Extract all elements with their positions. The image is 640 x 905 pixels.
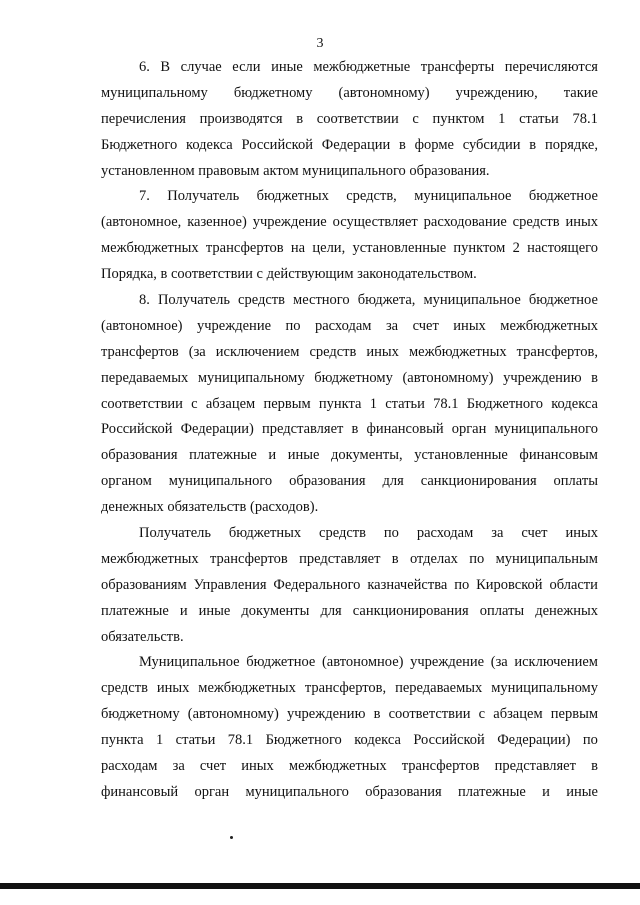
word: представляет bbox=[494, 758, 576, 775]
word: 1 bbox=[155, 732, 164, 749]
text-line bbox=[101, 417, 598, 443]
word: платежные bbox=[189, 447, 257, 464]
text-line bbox=[101, 702, 598, 728]
word: трансферты bbox=[420, 59, 495, 75]
word: по bbox=[285, 317, 301, 334]
word: 78.1 bbox=[433, 395, 459, 412]
word: в bbox=[296, 110, 304, 127]
word: орган bbox=[451, 421, 487, 438]
word: статьи bbox=[385, 395, 425, 412]
word: по bbox=[469, 550, 485, 567]
word: форме bbox=[414, 136, 454, 153]
word: образования bbox=[289, 473, 366, 490]
word: если bbox=[232, 59, 261, 75]
text-line bbox=[101, 780, 598, 806]
word: муниципальному bbox=[491, 680, 598, 697]
word: трансфертов, bbox=[516, 343, 598, 360]
word: иные bbox=[198, 602, 231, 619]
word: средств bbox=[101, 680, 148, 697]
word: 78.1 bbox=[227, 732, 254, 749]
word: 1 bbox=[498, 110, 506, 127]
paragraph-8 bbox=[101, 288, 598, 521]
word: с bbox=[191, 395, 198, 412]
word: межбюджетных bbox=[101, 240, 199, 257]
word: муниципальное bbox=[423, 292, 521, 309]
text-line bbox=[101, 650, 598, 676]
word: в bbox=[529, 136, 537, 153]
text-line bbox=[101, 469, 598, 495]
word: статьи bbox=[519, 110, 559, 127]
word: Получатель bbox=[139, 525, 211, 542]
word: (автономное, bbox=[101, 214, 182, 231]
word: муниципальным bbox=[495, 550, 598, 567]
word: первым bbox=[263, 395, 311, 412]
stray-dot-mark bbox=[230, 836, 233, 839]
word: абзацем bbox=[205, 395, 256, 412]
word: бюджетное bbox=[528, 292, 598, 309]
word: в bbox=[391, 550, 399, 567]
word: в bbox=[399, 136, 406, 153]
word: межбюджетных bbox=[500, 317, 598, 334]
word: порядке, bbox=[544, 136, 598, 153]
word: в bbox=[591, 369, 598, 386]
word: учреждение bbox=[197, 317, 272, 334]
word: (за bbox=[188, 343, 206, 360]
word: расходам bbox=[416, 525, 474, 542]
word: осуществляет bbox=[332, 214, 418, 231]
word: образования bbox=[101, 447, 178, 464]
word: казенное) bbox=[187, 214, 247, 231]
text-line bbox=[101, 754, 598, 780]
word: статьи bbox=[175, 732, 216, 749]
word: и bbox=[542, 783, 550, 800]
word: субсидии bbox=[462, 136, 521, 153]
word: 1 bbox=[369, 395, 377, 412]
word: (за bbox=[490, 654, 508, 671]
word: документы, bbox=[331, 447, 403, 464]
word: исключением bbox=[215, 343, 300, 360]
word: и bbox=[179, 602, 188, 619]
word: установленные bbox=[352, 240, 447, 257]
word: образованиям bbox=[101, 576, 187, 593]
word: пункта bbox=[318, 395, 362, 412]
word: в bbox=[591, 758, 598, 775]
word: (автономному) bbox=[187, 706, 279, 723]
word: перечисления bbox=[101, 110, 186, 127]
word: иные bbox=[566, 783, 598, 800]
word: учреждению bbox=[503, 369, 582, 386]
word: трансфертов, bbox=[304, 680, 387, 697]
word: пунктом bbox=[432, 110, 485, 127]
word: кодекса bbox=[551, 395, 598, 412]
text-line bbox=[101, 443, 598, 469]
text-line bbox=[101, 676, 598, 702]
word: для bbox=[382, 473, 404, 490]
word: трансфертов bbox=[401, 758, 480, 775]
word: средств bbox=[512, 214, 560, 231]
word: межбюджетных bbox=[101, 550, 199, 567]
word: по bbox=[582, 732, 598, 749]
word: Муниципальное bbox=[139, 654, 240, 671]
word: настоящего bbox=[527, 240, 598, 257]
word: муниципального bbox=[494, 421, 598, 438]
word: оплаты bbox=[479, 602, 525, 619]
word: исключением bbox=[514, 654, 598, 671]
word: соответствии bbox=[101, 395, 183, 412]
word: счет bbox=[199, 758, 227, 775]
word: иных bbox=[453, 317, 486, 334]
paragraph-institution bbox=[101, 650, 598, 805]
word: межбюджетных bbox=[198, 680, 296, 697]
word: муниципальному bbox=[101, 84, 208, 101]
word: Бюджетного bbox=[466, 395, 544, 412]
text-line bbox=[101, 366, 598, 392]
word: первым bbox=[550, 706, 598, 723]
text-line bbox=[101, 314, 598, 340]
paragraph-6 bbox=[101, 55, 598, 184]
word: Бюджетного bbox=[101, 136, 178, 153]
word: органом bbox=[101, 473, 152, 490]
word: в bbox=[351, 421, 359, 438]
word: Федерального bbox=[273, 576, 361, 593]
word: бюджетных bbox=[256, 188, 329, 205]
word: местного bbox=[293, 292, 350, 309]
word: В bbox=[160, 59, 171, 75]
word: на bbox=[290, 240, 306, 257]
text-line bbox=[101, 599, 598, 625]
word: межбюджетных bbox=[288, 758, 387, 775]
word: расходование bbox=[423, 214, 507, 231]
word: производятся bbox=[199, 110, 283, 127]
text-line bbox=[101, 184, 598, 210]
word: финансовый bbox=[101, 783, 179, 800]
word: кодекса bbox=[354, 732, 401, 749]
word: бюджетному bbox=[233, 84, 313, 101]
word: с bbox=[478, 706, 486, 723]
word: Российской bbox=[241, 136, 313, 153]
word: Российской bbox=[413, 732, 485, 749]
word: представляет bbox=[299, 550, 381, 567]
word: расходам bbox=[101, 758, 158, 775]
word: Федерации) bbox=[497, 732, 571, 749]
text-line bbox=[101, 236, 598, 262]
word: в bbox=[373, 706, 381, 723]
word: бюджетное bbox=[246, 654, 316, 671]
word: казначейства bbox=[367, 576, 448, 593]
text-line: установленном правовым актом муниципального образования. bbox=[101, 162, 490, 179]
word: пунктом bbox=[453, 240, 506, 257]
word: денежных bbox=[535, 602, 598, 619]
word: иных bbox=[565, 525, 598, 542]
word: трансфертов bbox=[210, 550, 288, 567]
word: с bbox=[412, 110, 419, 127]
word: иных bbox=[565, 214, 598, 231]
text-line bbox=[101, 55, 598, 81]
word: иные bbox=[287, 447, 320, 464]
word: за bbox=[491, 525, 504, 542]
text-line bbox=[101, 210, 598, 236]
word: бюджетному bbox=[314, 369, 393, 386]
word: пункта bbox=[101, 732, 144, 749]
word: 8. bbox=[139, 292, 150, 309]
word: образования bbox=[365, 783, 442, 800]
text-line: денежных обязательств (расходов). bbox=[101, 499, 319, 516]
word: орган bbox=[194, 783, 230, 800]
word: трансфертов bbox=[205, 240, 284, 257]
text-line bbox=[101, 728, 598, 754]
word: финансовый bbox=[366, 421, 444, 438]
word: случае bbox=[180, 59, 222, 75]
word: иные bbox=[271, 59, 303, 75]
word: установленные bbox=[414, 447, 508, 464]
text-line bbox=[101, 340, 598, 366]
word: иных bbox=[366, 343, 399, 360]
word: 7. bbox=[139, 188, 150, 205]
word: по bbox=[454, 576, 470, 593]
text-line bbox=[101, 107, 598, 133]
word: межбюджетных bbox=[408, 343, 507, 360]
scan-border-bar bbox=[0, 883, 640, 889]
word: средств, bbox=[346, 188, 397, 205]
word: соответствии bbox=[388, 706, 471, 723]
word: 2 bbox=[512, 240, 520, 257]
word: кодекса bbox=[186, 136, 233, 153]
word: передаваемых bbox=[101, 369, 189, 386]
word: бюджетных bbox=[228, 525, 302, 542]
word: бюджетному bbox=[101, 706, 180, 723]
word: за bbox=[172, 758, 185, 775]
word: учреждение bbox=[252, 214, 327, 231]
text-line bbox=[101, 573, 598, 599]
word: (автономному) bbox=[338, 84, 430, 101]
word: Получатель bbox=[167, 188, 240, 205]
word: цели, bbox=[312, 240, 346, 257]
word: иных bbox=[241, 758, 274, 775]
word: Получатель bbox=[157, 292, 230, 309]
word: Федерации bbox=[321, 136, 391, 153]
word: средств bbox=[309, 343, 357, 360]
word: счет bbox=[412, 317, 439, 334]
word: оплаты bbox=[553, 473, 598, 490]
word: иных bbox=[156, 680, 190, 697]
page-number: 3 bbox=[316, 36, 324, 51]
word: перечисляются bbox=[504, 59, 598, 75]
word: платежные bbox=[458, 783, 526, 800]
word: (автономное) bbox=[101, 317, 183, 334]
text-line bbox=[101, 392, 598, 418]
word: для bbox=[320, 602, 342, 619]
text-line: Порядка, в соответствии с действующим законодательством. bbox=[101, 266, 477, 283]
text-line: обязательств. bbox=[101, 628, 184, 645]
word: средств bbox=[238, 292, 285, 309]
word: муниципального bbox=[168, 473, 273, 490]
document-body bbox=[101, 55, 598, 806]
word: расходам bbox=[315, 317, 372, 334]
word: санкционирования bbox=[352, 602, 469, 619]
word: Кировской bbox=[476, 576, 543, 593]
text-line bbox=[101, 81, 598, 107]
text-line bbox=[101, 133, 598, 159]
word: представляет bbox=[262, 421, 344, 438]
word: Управления bbox=[193, 576, 267, 593]
word: Бюджетного bbox=[265, 732, 342, 749]
word: абзацем bbox=[493, 706, 543, 723]
word: счет bbox=[521, 525, 548, 542]
word: бюджета, bbox=[357, 292, 416, 309]
word: (автономному) bbox=[402, 369, 494, 386]
word: учреждению, bbox=[455, 84, 538, 101]
text-line bbox=[101, 521, 598, 547]
word: учреждению bbox=[286, 706, 366, 723]
word: учреждение bbox=[410, 654, 485, 671]
word: такие bbox=[563, 84, 598, 101]
text-line bbox=[101, 288, 598, 314]
word: за bbox=[385, 317, 399, 334]
word: области bbox=[549, 576, 598, 593]
paragraph-recipient bbox=[101, 521, 598, 650]
word: отделах bbox=[409, 550, 458, 567]
word: муниципального bbox=[245, 783, 349, 800]
word: средств bbox=[319, 525, 366, 542]
word: муниципальное bbox=[414, 188, 512, 205]
word: 78.1 bbox=[572, 110, 598, 127]
paragraph-7 bbox=[101, 184, 598, 288]
word: 6. bbox=[139, 59, 150, 75]
word: муниципальному bbox=[197, 369, 305, 386]
word: санкционирования bbox=[420, 473, 537, 490]
word: документы bbox=[241, 602, 310, 619]
word: межбюджетные bbox=[313, 59, 411, 75]
text-line bbox=[101, 547, 598, 573]
word: финансовым bbox=[519, 447, 598, 464]
word: Федерации) bbox=[180, 421, 254, 438]
word: передаваемых bbox=[395, 680, 483, 697]
word: (автономное) bbox=[321, 654, 404, 671]
word: по bbox=[383, 525, 399, 542]
word: и bbox=[268, 447, 277, 464]
word: бюджетное bbox=[528, 188, 598, 205]
word: соответствии bbox=[316, 110, 399, 127]
word: Российской bbox=[101, 421, 173, 438]
word: платежные bbox=[101, 602, 169, 619]
word: трансфертов bbox=[101, 343, 179, 360]
